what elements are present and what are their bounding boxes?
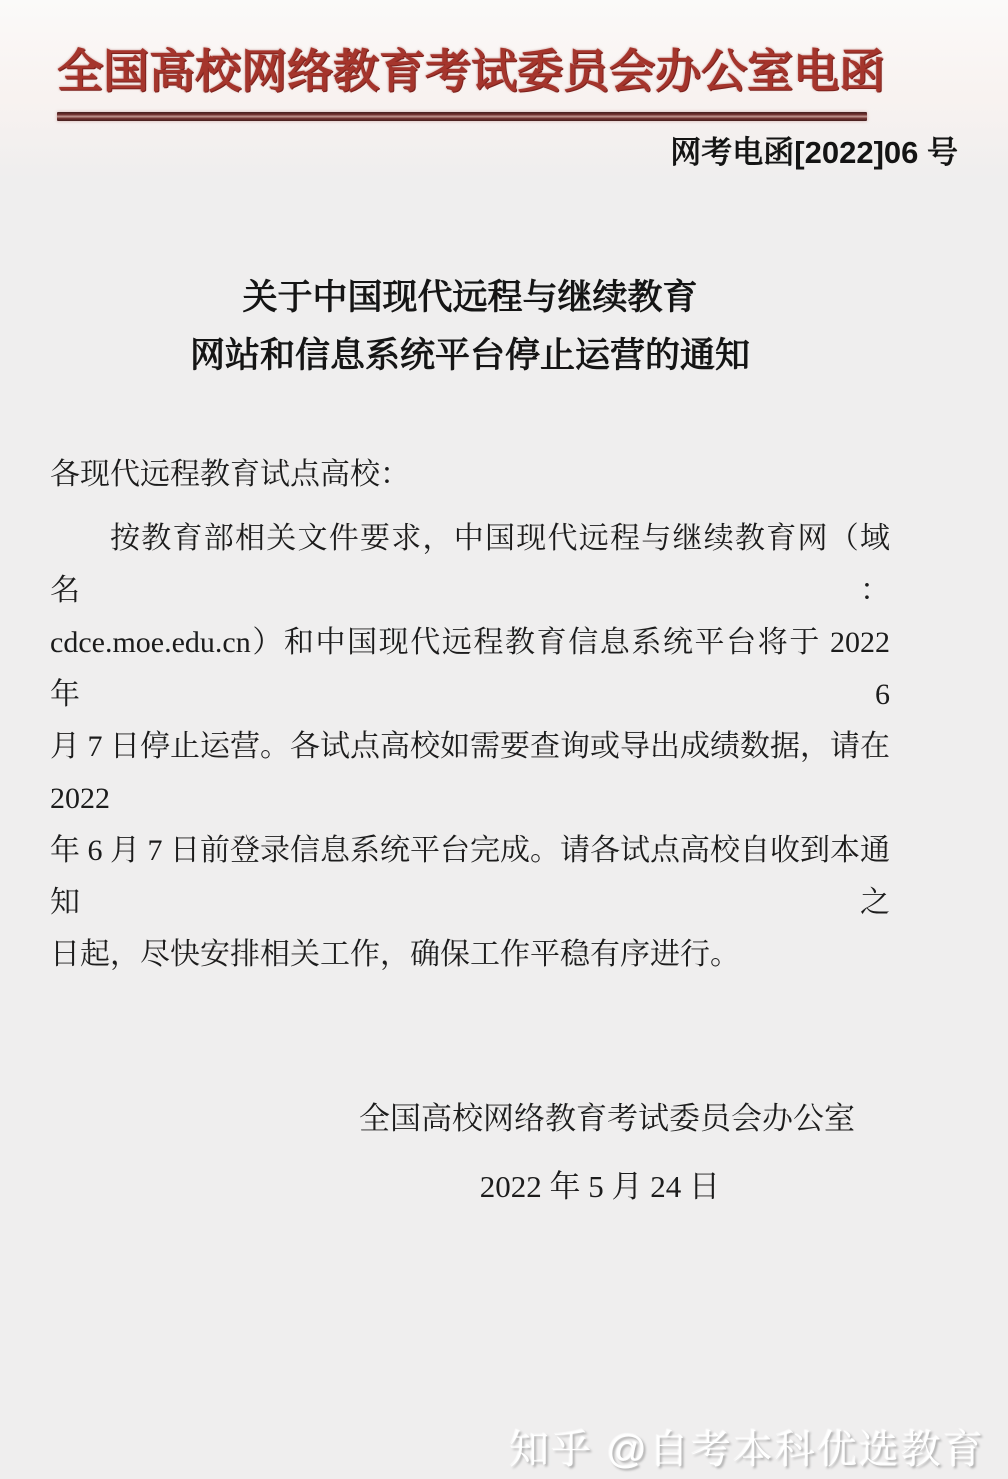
body-line: cdce.moe.edu.cn）和中国现代远程教育信息系统平台将于 2022 年 6	[50, 626, 890, 711]
body-line: 按教育部相关文件要求，中国现代远程与继续教育网（域名：	[50, 522, 890, 607]
notice-title-line-1: 关于中国现代远程与继续教育	[242, 278, 698, 317]
body-line: 月 7 日停止运营。各试点高校如需要查询或导出成绩数据，请在 2022	[50, 730, 890, 815]
zhihu-watermark: 知乎 @自考本科优选教育	[509, 1428, 985, 1472]
notice-title-line-2: 网站和信息系统平台停止运营的通知	[189, 336, 750, 375]
letterhead	[0, 0, 1008, 179]
signature-org-name: 全国高校网络教育考试委员会办公室	[359, 1101, 855, 1136]
body-line: 日起，尽快安排相关工作，确保工作平稳有序进行。	[50, 938, 740, 971]
document-number: 网考电函[2022]06 号	[670, 135, 958, 170]
document-body	[50, 269, 890, 1207]
salutation: 各现代远程教育试点高校：	[50, 458, 410, 491]
body-line: 年 6 月 7 日前登录信息系统平台完成。请各试点高校自收到本通知之	[50, 834, 890, 919]
signature-date: 2022 年 5 月 24 日	[479, 1169, 720, 1204]
body-paragraph	[50, 513, 890, 981]
letterhead-org-title: 全国高校网络教育考试委员会办公室电函	[57, 45, 885, 97]
notice-title	[50, 269, 890, 385]
letterhead-divider	[57, 112, 867, 121]
